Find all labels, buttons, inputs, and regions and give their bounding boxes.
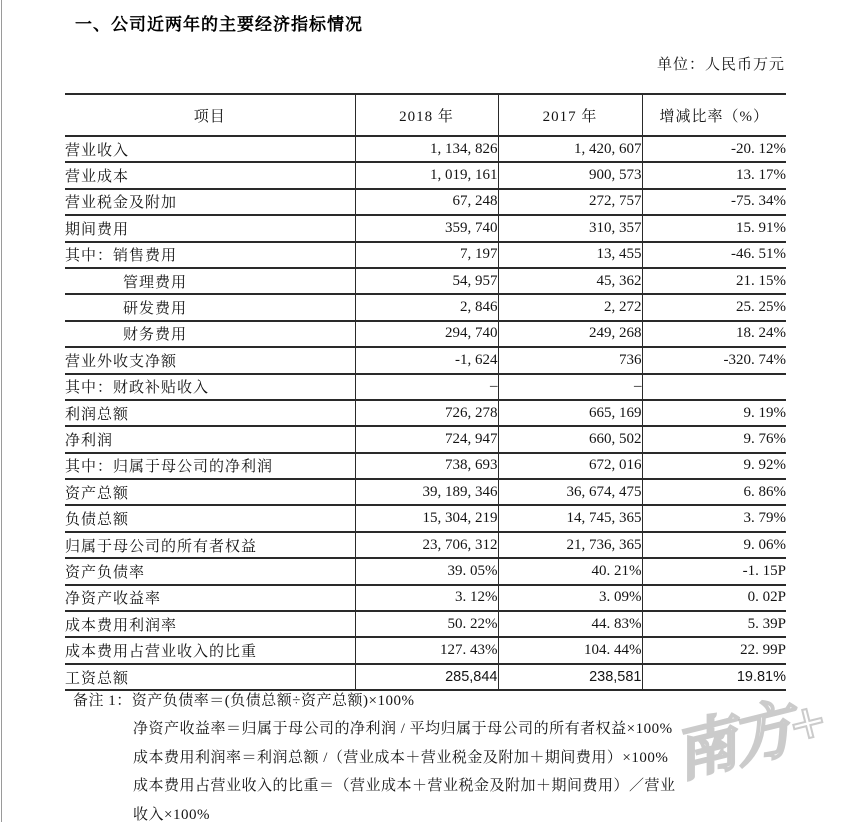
change-rate-cell: 18. 24%: [642, 321, 786, 347]
value-2017-cell: 736: [498, 347, 642, 373]
value-2018-cell: 67, 248: [355, 189, 498, 215]
change-rate-cell: 15. 91%: [642, 215, 786, 241]
value-2017-cell: 44. 83%: [498, 611, 642, 637]
item-cell: 成本费用利润率: [65, 611, 355, 637]
value-2017-cell: –: [498, 374, 642, 400]
item-cell: 营业外收支净额: [65, 347, 355, 373]
change-rate-cell: -320. 74%: [642, 347, 786, 373]
item-cell: 成本费用占营业收入的比重: [65, 637, 355, 663]
value-2017-cell: 238,581: [498, 664, 642, 690]
table-row: [65, 426, 786, 452]
value-2018-cell: 23, 706, 312: [355, 532, 498, 558]
value-2018-cell: 7, 197: [355, 242, 498, 268]
table-row: [65, 532, 786, 558]
item-cell: 营业税金及附加: [65, 189, 355, 215]
table-header-row: [65, 94, 786, 136]
table-row: [65, 136, 786, 162]
scan-edge-line: [1, 0, 2, 822]
note-line-5: 收入×100%: [133, 806, 210, 822]
table-row: [65, 558, 786, 584]
change-rate-cell: 21. 15%: [642, 268, 786, 294]
change-rate-cell: 6. 86%: [642, 479, 786, 505]
change-rate-cell: 9. 19%: [642, 400, 786, 426]
change-rate-cell: 9. 92%: [642, 453, 786, 479]
item-cell: 资产负债率: [65, 558, 355, 584]
value-2018-cell: 3. 12%: [355, 585, 498, 611]
item-cell: 财务费用: [65, 321, 355, 347]
value-2017-cell: 21, 736, 365: [498, 532, 642, 558]
item-cell: 利润总额: [65, 400, 355, 426]
value-2017-cell: 2, 272: [498, 294, 642, 320]
table-row: [65, 637, 786, 663]
col-header-change-rate: 增减比率（%）: [642, 94, 786, 136]
value-2017-cell: 249, 268: [498, 321, 642, 347]
table-row: [65, 611, 786, 637]
table-row: [65, 400, 786, 426]
item-cell: 其中：财政补贴收入: [65, 374, 355, 400]
value-2018-cell: 15, 304, 219: [355, 505, 498, 531]
page-title: 一、公司近两年的主要经济指标情况: [75, 15, 363, 34]
table-row: [65, 505, 786, 531]
value-2018-cell: 726, 278: [355, 400, 498, 426]
value-2018-cell: -1, 624: [355, 347, 498, 373]
value-2018-cell: 1, 134, 826: [355, 136, 498, 162]
col-header-item: 项目: [65, 94, 355, 136]
change-rate-cell: 13. 17%: [642, 162, 786, 188]
note-line-4: 成本费用占营业收入的比重＝（营业成本＋营业税金及附加＋期间费用）／营业: [133, 778, 676, 795]
value-2018-cell: 39. 05%: [355, 558, 498, 584]
change-rate-cell: 22. 99P: [642, 637, 786, 663]
table-row: [65, 189, 786, 215]
item-cell: 负债总额: [65, 505, 355, 531]
value-2018-cell: 724, 947: [355, 426, 498, 452]
change-rate-cell: -20. 12%: [642, 136, 786, 162]
item-cell: 资产总额: [65, 479, 355, 505]
table-row: [65, 294, 786, 320]
table-row: [65, 215, 786, 241]
note-line-2: 净资产收益率＝归属于母公司的净利润 / 平均归属于母公司的所有者权益×100%: [133, 721, 673, 738]
change-rate-cell: 5. 39P: [642, 611, 786, 637]
change-rate-cell: 3. 79%: [642, 505, 786, 531]
value-2018-cell: 294, 740: [355, 321, 498, 347]
value-2017-cell: 14, 745, 365: [498, 505, 642, 531]
change-rate-cell: 19.81%: [642, 664, 786, 690]
table-row: [65, 347, 786, 373]
col-header-2017: 2017 年: [498, 94, 642, 136]
change-rate-cell: [642, 374, 786, 400]
item-cell: 净利润: [65, 426, 355, 452]
note-label: 备注 1：: [73, 693, 132, 709]
table-row: [65, 374, 786, 400]
item-cell: 营业收入: [65, 136, 355, 162]
value-2017-cell: 40. 21%: [498, 558, 642, 584]
table-row: [65, 453, 786, 479]
value-2018-cell: 50. 22%: [355, 611, 498, 637]
table-row: [65, 479, 786, 505]
value-2017-cell: 36, 674, 475: [498, 479, 642, 505]
value-2018-cell: 285,844: [355, 664, 498, 690]
value-2018-cell: 39, 189, 346: [355, 479, 498, 505]
value-2017-cell: 310, 357: [498, 215, 642, 241]
item-cell: 工资总额: [65, 664, 355, 690]
value-2017-cell: 900, 573: [498, 162, 642, 188]
change-rate-cell: 0. 02P: [642, 585, 786, 611]
item-cell: 其中：销售费用: [65, 242, 355, 268]
item-cell: 研发费用: [65, 294, 355, 320]
value-2018-cell: 127. 43%: [355, 637, 498, 663]
unit-label: 单位：人民币万元: [656, 57, 785, 73]
change-rate-cell: 9. 76%: [642, 426, 786, 452]
change-rate-cell: -75. 34%: [642, 189, 786, 215]
item-cell: 管理费用: [65, 268, 355, 294]
financial-indicators-table: [65, 93, 786, 691]
value-2017-cell: 672, 016: [498, 453, 642, 479]
change-rate-cell: -46. 51%: [642, 242, 786, 268]
table-row: [65, 242, 786, 268]
value-2017-cell: 660, 502: [498, 426, 642, 452]
value-2018-cell: 54, 957: [355, 268, 498, 294]
change-rate-cell: -1. 15P: [642, 558, 786, 584]
value-2017-cell: 45, 362: [498, 268, 642, 294]
change-rate-cell: 25. 25%: [642, 294, 786, 320]
value-2017-cell: 1, 420, 607: [498, 136, 642, 162]
table-body: [65, 136, 786, 690]
table-row: [65, 585, 786, 611]
value-2018-cell: –: [355, 374, 498, 400]
value-2018-cell: 1, 019, 161: [355, 162, 498, 188]
value-2018-cell: 2, 846: [355, 294, 498, 320]
note-text-1: 资产负债率＝(负债总额÷资产总额)×100%: [131, 693, 415, 709]
value-2018-cell: 359, 740: [355, 215, 498, 241]
value-2018-cell: 738, 693: [355, 453, 498, 479]
table-row: [65, 321, 786, 347]
col-header-2018: 2018 年: [355, 94, 498, 136]
table-row: [65, 162, 786, 188]
table-row: [65, 268, 786, 294]
item-cell: 其中：归属于母公司的净利润: [65, 453, 355, 479]
item-cell: 期间费用: [65, 215, 355, 241]
item-cell: 净资产收益率: [65, 585, 355, 611]
note-line-3: 成本费用利润率＝利润总额 /（营业成本＋营业税金及附加＋期间费用）×100%: [133, 749, 669, 766]
nanfang-plus-watermark: 南方+: [667, 687, 830, 790]
value-2017-cell: 3. 09%: [498, 585, 642, 611]
value-2017-cell: 665, 169: [498, 400, 642, 426]
change-rate-cell: 9. 06%: [642, 532, 786, 558]
value-2017-cell: 13, 455: [498, 242, 642, 268]
item-cell: 归属于母公司的所有者权益: [65, 532, 355, 558]
value-2017-cell: 272, 757: [498, 189, 642, 215]
value-2017-cell: 104. 44%: [498, 637, 642, 663]
item-cell: 营业成本: [65, 162, 355, 188]
